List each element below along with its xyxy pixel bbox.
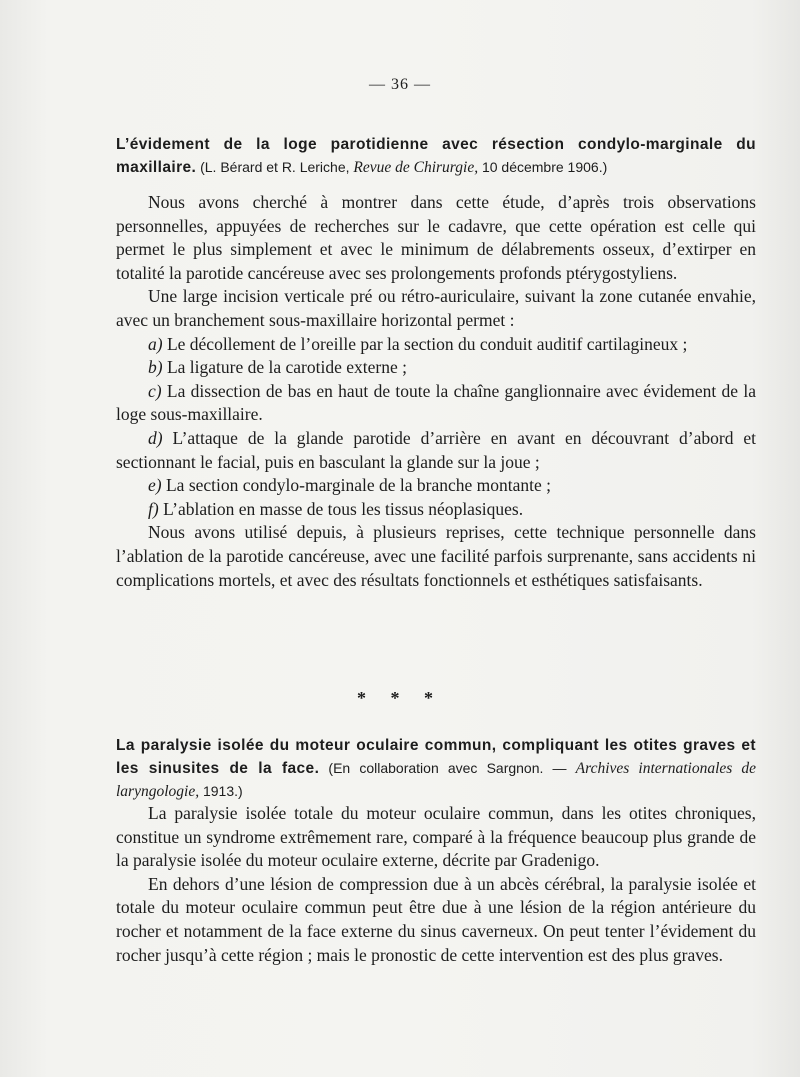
article2-paragraph: En dehors d’une lésion de compression due à un abcès cérébral, la paralysie isolée et totale du moteur oculaire commun peut être due à une lésion de la région antérieure du rocher et notamment de la face externe du sinus caverneux. On peut tenter l’évidement du rocher jusqu’à cette région ; mais le pronostic de cette intervention est des plus graves. <box>116 873 756 965</box>
article2-heading <box>116 735 756 803</box>
list-item-a: a) Le décollement de l’oreille par la section du conduit auditif cartilagineux ; <box>148 333 688 354</box>
article1-body <box>116 191 756 592</box>
article1-paragraph: Une large incision verticale pré ou rétro-auriculaire, suivant la zone cutanée envahie, avec un branchement sous-maxillaire horizontal permet : <box>116 286 756 330</box>
article1-heading <box>116 134 756 179</box>
list-item-e: e) La section condylo-marginale de la branche montante ; <box>148 475 552 496</box>
article1-closing: Nous avons utilisé depuis, à plusieurs reprises, cette technique personnelle dans l’ablation de la parotide cancéreuse, avec une facilité parfois surprenante, sans accidents ni complications mortels, et avec des résultats fonctionnels et esthétiques satisfaisants. <box>116 522 756 590</box>
article2-title: La paralysie isolée du moteur oculaire commun, compliquant les otites graves et les sinusites de la face. <box>116 737 756 777</box>
article1-date: 10 décembre 1906.) <box>481 159 608 175</box>
article2-body <box>116 802 756 967</box>
article1-journal: Revue de Chirurgie, <box>353 159 479 176</box>
section-separator: * * * <box>357 688 443 708</box>
list-item-c: c) La dissection de bas en haut de toute la chaîne ganglionnaire avec évidement de la loge sous-maxillaire. <box>116 380 756 425</box>
list-item-d: d) L’attaque de la glande parotide d’arrière en avant en découvrant d’abord et sectionnant le facial, puis en basculant la glande sur la joue ; <box>116 427 756 472</box>
page-number: — 36 — <box>369 76 431 93</box>
article2-paragraph: La paralysie isolée totale du moteur oculaire commun, dans les otites chroniques, constitue un syndrome extrêmement rare, comparé à la fréquence beaucoup plus grande de la paralysie isolée du moteur oculaire externe, décrite par Gradenigo. <box>116 803 756 871</box>
list-item-f: f) L’ablation en masse de tous les tissus néoplasiques. <box>148 498 524 519</box>
article2-authors: (En collaboration avec Sargnon. — <box>328 760 567 776</box>
article2-date: 1913.) <box>202 783 243 799</box>
article1-paragraph: Nous avons cherché à montrer dans cette étude, d’après trois observations personnelles, appuyées de recherches sur le cadavre, que cette opération est celle qui permet le plus simplement et avec le minimum de délabrements osseux, d’extirper en totalité la parotide cancéreuse avec ses prolongements profonds ptérygostyliens. <box>116 192 756 283</box>
article1-title: L’évidement de la loge parotidienne avec résection condylo-marginale du maxillaire. <box>116 136 756 176</box>
list-item-b: b) La ligature de la carotide externe ; <box>148 357 407 378</box>
article2-journal: Archives internationales de laryngologie, <box>116 760 757 800</box>
article1-authors: (L. Bérard et R. Leriche, <box>200 159 350 175</box>
